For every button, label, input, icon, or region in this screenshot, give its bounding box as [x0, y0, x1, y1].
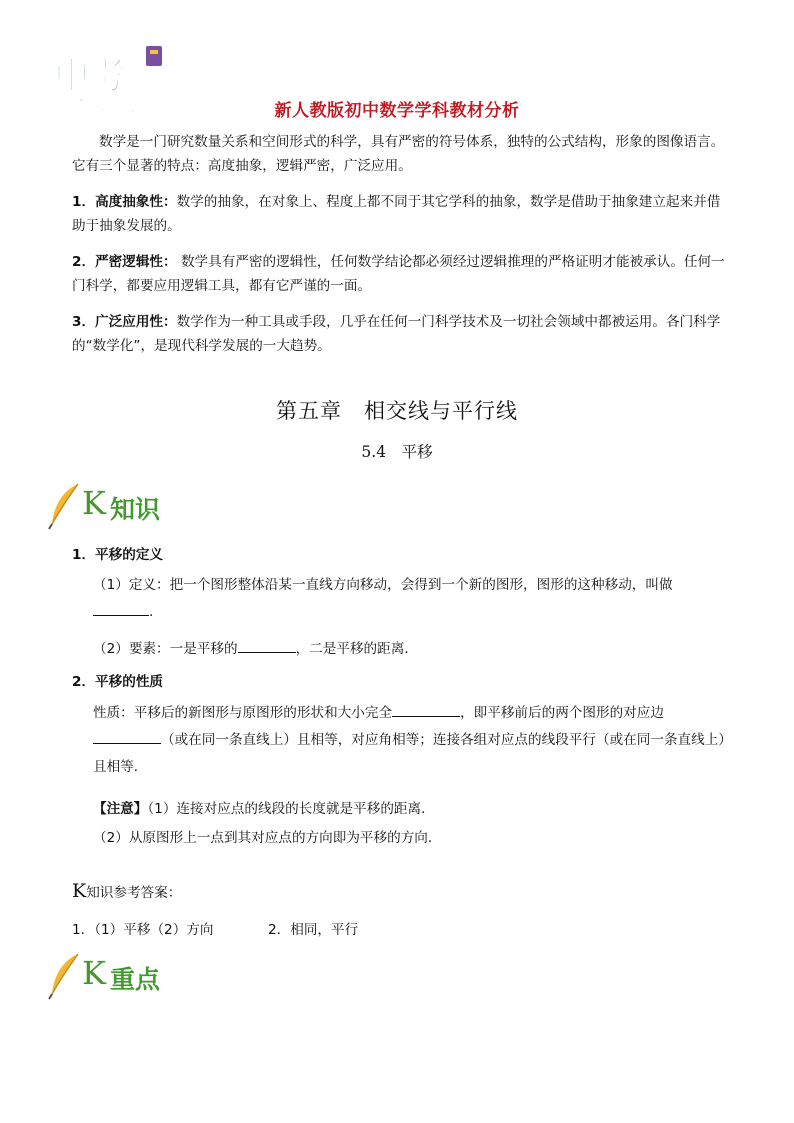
badge-k: K: [82, 484, 106, 522]
heading-translation-definition: 1．平移的定义: [72, 547, 164, 563]
property-text: [93, 700, 733, 781]
intro-item-3: [72, 310, 732, 358]
item-title: 严密逻辑性：: [95, 254, 177, 270]
knowledge-badge: [44, 480, 244, 530]
note-1-text: （1）连接对应点的线段的长度就是平移的距离．: [147, 801, 435, 817]
definition-1-end: .: [149, 604, 154, 620]
section-title: 5.4 平移: [361, 443, 433, 461]
definition-2-text-a: （2）要素：一是平移的: [93, 641, 238, 657]
item-number: 1．: [72, 194, 96, 210]
answers-k: K: [72, 880, 87, 902]
item-text: 数学作为一种工具或手段，几乎在任何一门科学技术及一切社会领域中都被运用。各门科学的“数学化”，是现代科学发展的一大趋势。: [72, 314, 721, 354]
intro-item-2: [72, 250, 732, 298]
property-text-c: （或在同一条直线上）且相等，对应角相等；连接各组对应点的线段平行（或在同一条直线上）且相等．: [93, 732, 732, 775]
answer-blank: [93, 600, 149, 616]
answer-1: 1．（1）平移（2）方向: [72, 922, 214, 938]
item-number: 3．: [72, 314, 96, 330]
intro-item-1: [72, 190, 732, 238]
heading-translation-properties: 2．平移的性质: [72, 674, 164, 690]
item-text: 数学的抽象，在对象上、程度上都不同于其它学科的抽象，数学是借助于抽象建立起来并借助于抽象发展的。: [72, 194, 721, 234]
definition-2-text-b: ，二是平移的距离．: [295, 641, 418, 657]
document-title: 新人教版初中数学学科教材分析: [274, 101, 520, 121]
quill-icon: [44, 950, 84, 1000]
answer-blank: [93, 728, 161, 744]
property-text-a: 性质：平移后的新图形与原图形的形状和大小完全: [93, 705, 393, 721]
intro-paragraph: 数学是一门研究数量关系和空间形式的科学，具有严密的符号体系，独特的公式结构，形象的图像语言。它有三个显著的特点：高度抽象，逻辑严密，广泛应用。: [72, 134, 725, 174]
definition-1-text: （1）定义：把一个图形整体沿某一直线方向移动，会得到一个新的图形，图形的这种移动，叫做: [93, 577, 673, 593]
item-title: 广泛应用性：: [95, 314, 177, 330]
logo-line2: 倒计时: [78, 91, 138, 114]
note-label: 【注意】: [93, 801, 148, 817]
note-1: [93, 796, 733, 823]
badge-text: 重点: [110, 965, 161, 994]
item-number: 2．: [72, 254, 96, 270]
quill-icon: [44, 480, 84, 530]
badge-text: 知识: [110, 495, 161, 524]
answers-header: [72, 880, 181, 902]
item-text: 数学具有严密的逻辑性，任何数学结论都必须经过逻辑推理的严格证明才能被承认。任何一门科学，都要应用逻辑工具，都有它严谨的一面。: [72, 254, 725, 294]
answers-label: 知识参考答案：: [86, 885, 182, 901]
item-title: 高度抽象性：: [95, 194, 177, 210]
property-text-b: ，即平移前后的两个图形的对应边: [460, 705, 664, 721]
badge-k: K: [82, 954, 106, 992]
key-points-badge: [44, 950, 244, 1000]
answer-blank: [392, 701, 460, 717]
note-2: （2）从原图形上一点到其对应点的方向即为平移的方向．: [93, 830, 442, 846]
logo-line1: 中考: [54, 56, 127, 97]
definition-2: [93, 636, 733, 663]
chapter-title: 第五章 相交线与平行线: [276, 399, 518, 423]
answer-blank: [238, 637, 296, 653]
answer-2: 2．相同，平行: [268, 922, 359, 938]
definition-1: [93, 572, 733, 626]
